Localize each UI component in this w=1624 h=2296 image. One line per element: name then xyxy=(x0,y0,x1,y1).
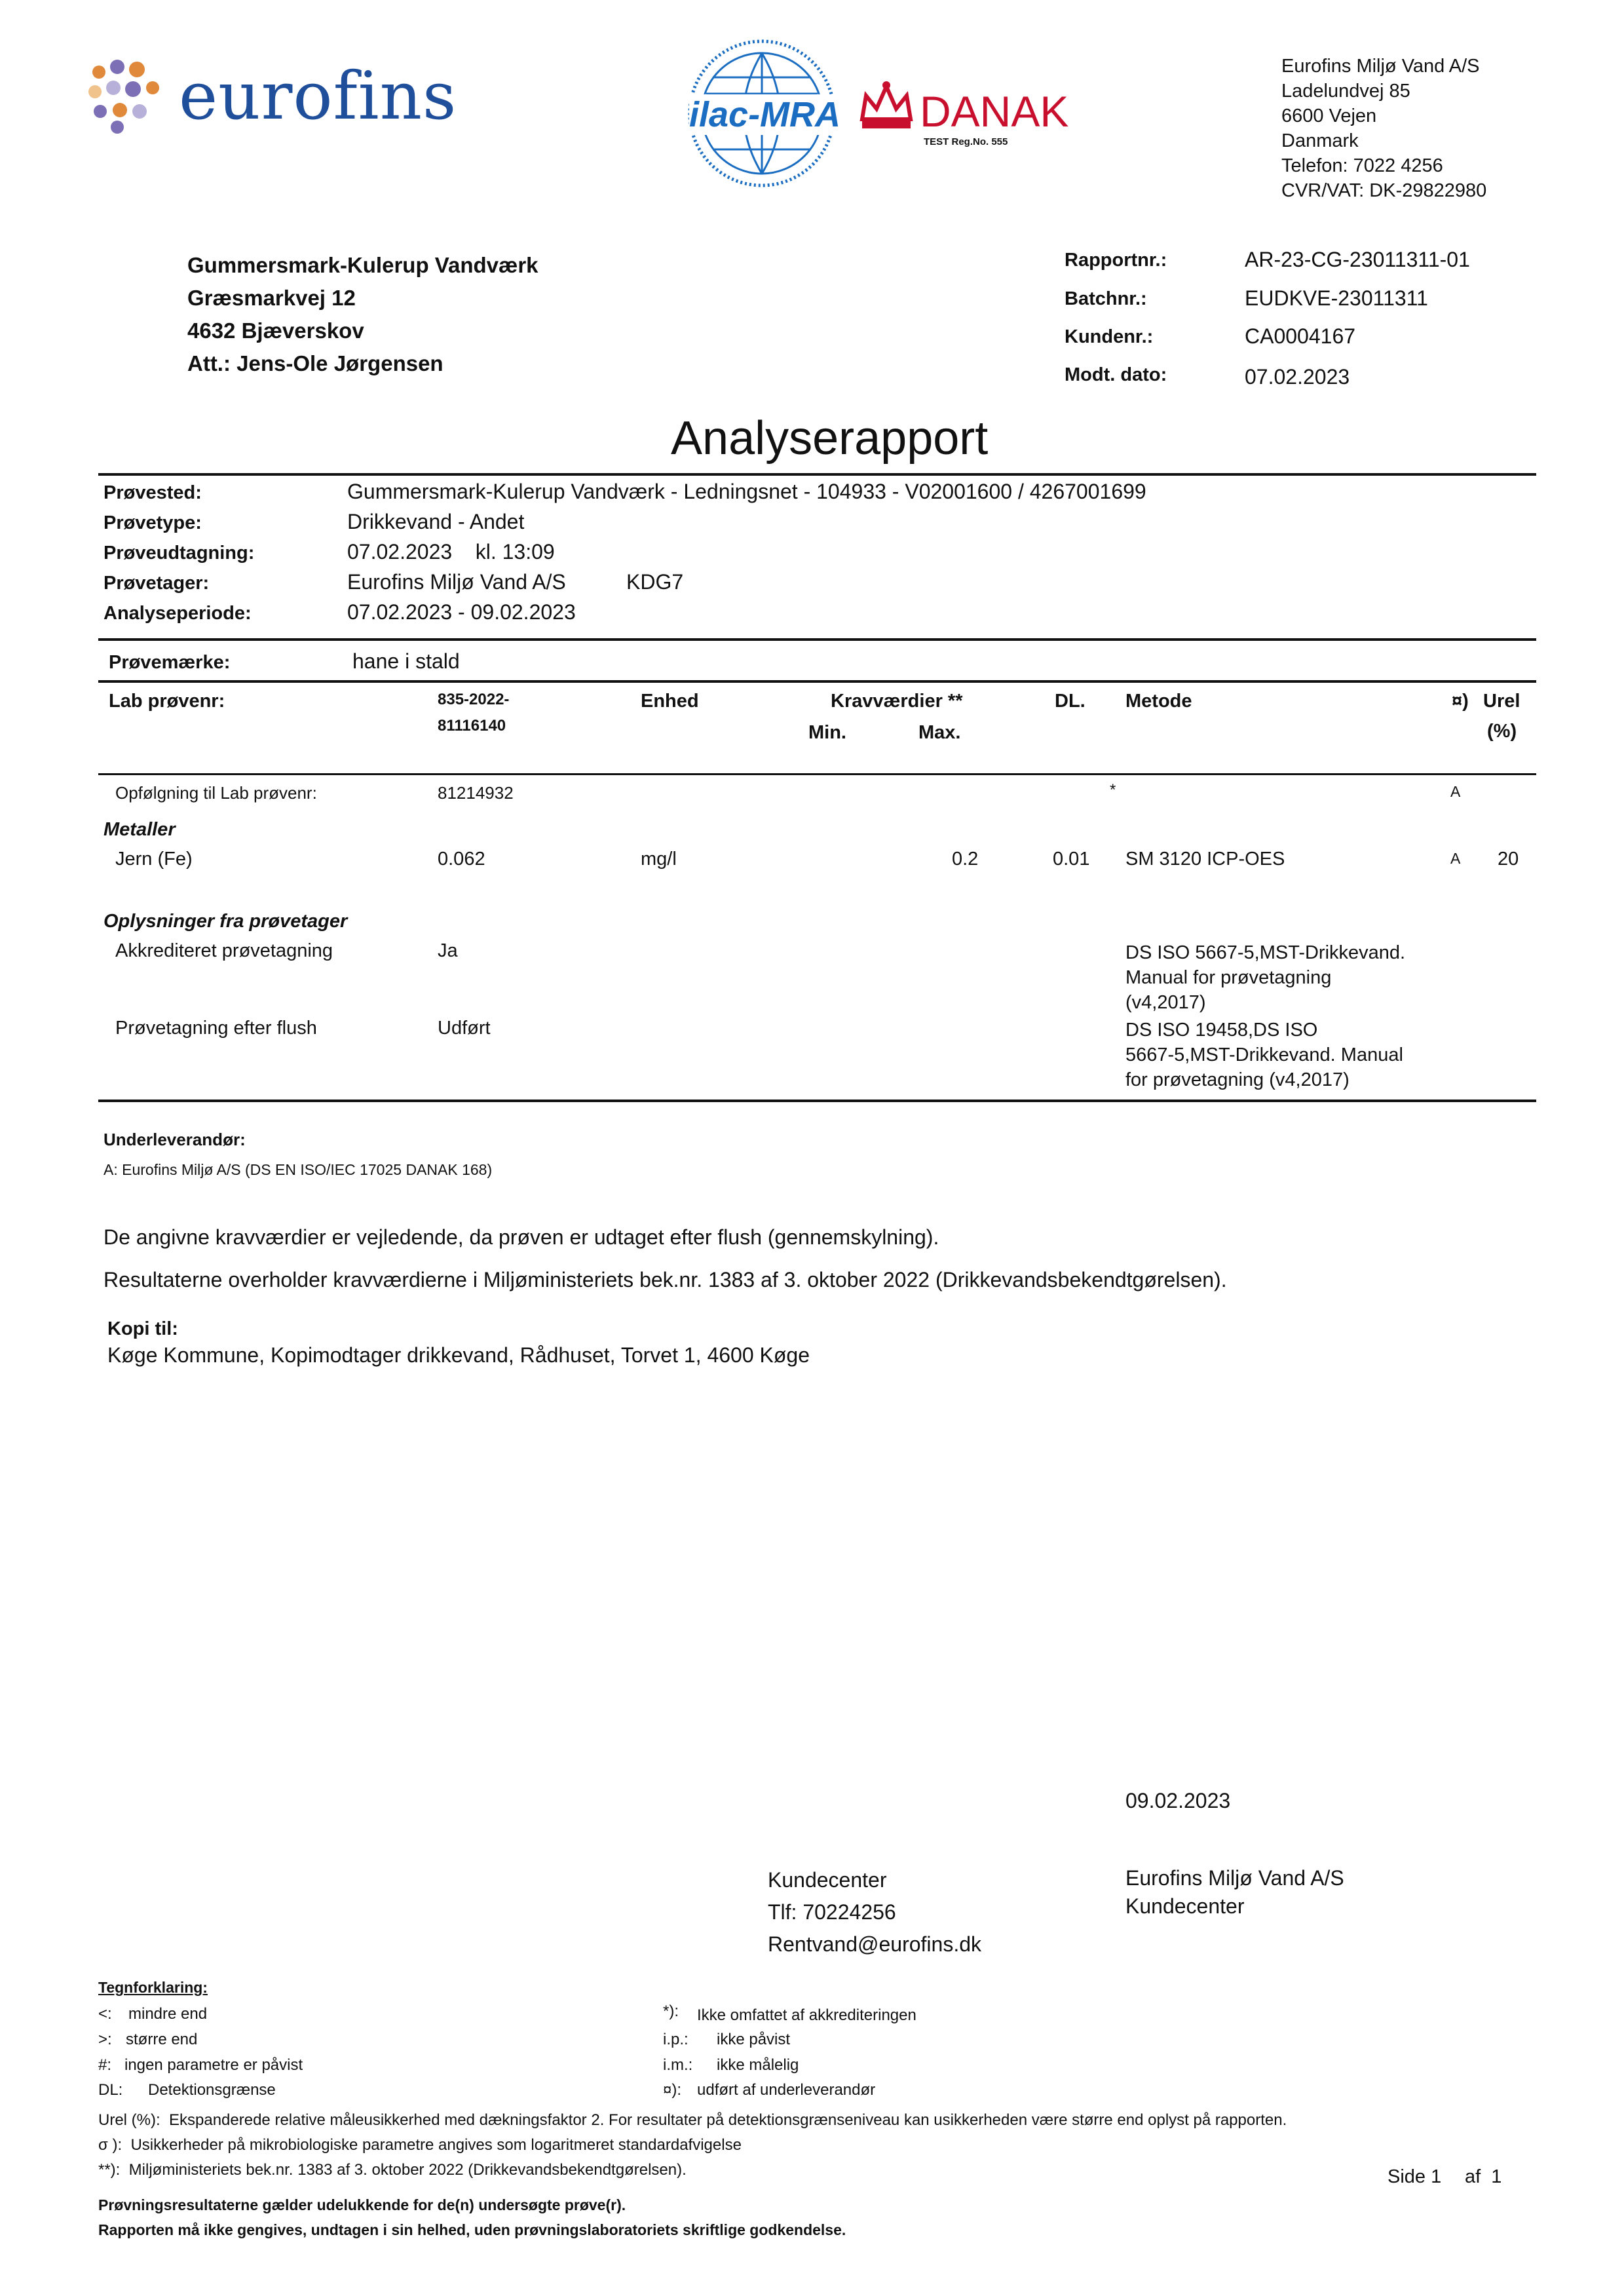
page-number: Side 1 xyxy=(1388,2166,1442,2187)
followup-value: 81214932 xyxy=(438,783,514,803)
sampling-value: 07.02.2023 kl. 13:09 xyxy=(347,540,555,564)
company-line: Eurofins Miljø Vand A/S xyxy=(1125,1866,1344,1890)
remark-line: De angivne kravværdier er vejledende, da prøven er udtaget efter flush (gennemskylning). xyxy=(104,1225,939,1249)
danak-reg-no: TEST Reg.No. 555 xyxy=(924,136,1008,147)
subcontractor-title: Underleverandør: xyxy=(104,1130,246,1149)
section-sampler-info: Oplysninger fra prøvetager xyxy=(104,911,348,932)
legend-note: Urel (%): Ekspanderede relative måleusikkerhed med dækningsfaktor 2. For resultater på detektionsgrænseniveau kan usikkerheden være større end oplyst på rapporten. xyxy=(98,2111,1287,2129)
lab-address-line: Ladelundvej 85 xyxy=(1281,81,1410,102)
col-urel: Urel xyxy=(1483,691,1520,712)
received-date-value: 07.02.2023 xyxy=(1245,365,1350,389)
col-max: Max. xyxy=(918,722,961,743)
analysis-period-label: Analyseperiode: xyxy=(104,603,252,624)
legend-symbol: <: xyxy=(98,2005,112,2023)
lab-address-line: CVR/VAT: DK-29822980 xyxy=(1281,180,1487,201)
col-urel-unit: (%) xyxy=(1487,721,1517,742)
col-method: Metode xyxy=(1125,691,1192,712)
legend-note: σ ): Usikkerheder på mikrobiologiske parametre angives som logaritmeret standardafvigelse xyxy=(98,2136,742,2154)
batch-number-value: EUDKVE-23011311 xyxy=(1245,286,1428,310)
method-line: DS ISO 5667-5,MST-Drikkevand. xyxy=(1125,942,1406,963)
sampler-value: Eurofins Miljø Vand A/S xyxy=(347,570,566,594)
accredited-method xyxy=(1125,940,1405,1015)
legend-text: ingen parametre er påvist xyxy=(124,2056,303,2074)
legend-text: udført af underleverandør xyxy=(697,2081,876,2099)
eurofins-dots-icon xyxy=(87,58,166,136)
sampler-code: KDG7 xyxy=(626,570,684,594)
lab-address-line: Telefon: 7022 4256 xyxy=(1281,155,1443,176)
lab-address-line: Danmark xyxy=(1281,130,1359,151)
col-dl: DL. xyxy=(1055,691,1086,712)
eurofins-logo xyxy=(87,58,467,136)
flush-value: Udført xyxy=(438,1018,491,1039)
legend-symbol: i.p.: xyxy=(663,2031,689,2048)
flush-name: Prøvetagning efter flush xyxy=(115,1018,317,1039)
lab-address-line: Eurofins Miljø Vand A/S xyxy=(1281,56,1480,77)
sampler-label: Prøvetager: xyxy=(104,573,210,594)
legend-text: mindre end xyxy=(128,2005,208,2023)
col-subcontractor: ¤) xyxy=(1452,691,1469,712)
legend-text: Detektionsgrænse xyxy=(148,2081,276,2099)
mark-rule xyxy=(98,680,1536,683)
accredited-value: Ja xyxy=(438,940,458,961)
col-requirements: Kravværdier ** xyxy=(831,691,963,712)
lab-address-line: 6600 Vejen xyxy=(1281,105,1377,126)
report-number-value: AR-23-CG-23011311-01 xyxy=(1245,248,1470,271)
ilac-mra-text: ilac-MRA xyxy=(689,95,841,134)
legend-text: større end xyxy=(126,2031,198,2048)
batch-number-label: Batchnr.: xyxy=(1065,288,1147,309)
lab-number-line2: 81116140 xyxy=(438,717,506,735)
legend-text: Ikke omfattet af akkrediteringen xyxy=(697,2006,916,2024)
method-line: (v4,2017) xyxy=(1125,992,1206,1013)
iron-name: Jern (Fe) xyxy=(115,849,193,870)
remark-line: Resultaterne overholder kravværdierne i Miljøministeriets bek.nr. 1383 af 3. oktober 2022 (Drikkevandsbekendtgørelsen). xyxy=(104,1268,1227,1292)
customer-number-value: CA0004167 xyxy=(1245,324,1356,348)
danak-logo xyxy=(857,80,1080,152)
info-rule xyxy=(98,638,1536,641)
legend-text: ikke målelig xyxy=(717,2056,799,2074)
footer-note: Rapporten må ikke gengives, undtagen i sin helhed, uden prøvningslaboratoriets skriftlige godkendelse. xyxy=(98,2221,846,2238)
iron-urel: 20 xyxy=(1498,849,1519,870)
copy-title: Kopi til: xyxy=(107,1318,178,1339)
sample-site-label: Prøvested: xyxy=(104,482,202,503)
customer-center-line: Kundecenter xyxy=(768,1868,887,1892)
flush-method xyxy=(1125,1018,1403,1092)
legend-text: ikke påvist xyxy=(717,2031,791,2048)
lab-address xyxy=(1281,54,1486,203)
iron-max: 0.2 xyxy=(952,849,979,870)
method-line: Manual for prøvetagning xyxy=(1125,967,1332,988)
followup-star: * xyxy=(1110,781,1116,799)
sample-mark-label: Prøvemærke: xyxy=(109,652,231,673)
iron-dl: 0.01 xyxy=(1053,849,1090,870)
method-line: for prøvetagning (v4,2017) xyxy=(1125,1069,1350,1090)
col-min: Min. xyxy=(808,722,846,743)
subcontractor-text: A: Eurofins Miljø A/S (DS EN ISO/IEC 17025 DANAK 168) xyxy=(104,1161,493,1178)
sample-type-value: Drikkevand - Andet xyxy=(347,510,525,533)
table-bottom-rule xyxy=(98,1100,1536,1102)
signoff-date: 09.02.2023 xyxy=(1125,1789,1231,1812)
title-rule xyxy=(98,473,1536,476)
iron-value: 0.062 xyxy=(438,849,485,870)
iron-subcontractor: A xyxy=(1450,850,1461,867)
analysis-period-value: 07.02.2023 - 09.02.2023 xyxy=(347,600,576,624)
sampling-label: Prøveudtagning: xyxy=(104,543,255,564)
ilac-mra-logo xyxy=(687,38,841,189)
col-lab-sample: Lab prøvenr: xyxy=(109,691,225,712)
eurofins-logo-text: eurofins xyxy=(179,58,457,134)
sample-mark-value: hane i stald xyxy=(352,649,460,673)
report-number-label: Rapportnr.: xyxy=(1065,250,1167,271)
legend-symbol: ¤): xyxy=(663,2081,682,2099)
section-metals: Metaller xyxy=(104,819,176,840)
method-line: DS ISO 19458,DS ISO xyxy=(1125,1020,1318,1041)
followup-subcontractor: A xyxy=(1450,783,1461,800)
legend-symbol: DL: xyxy=(98,2081,123,2099)
crown-icon xyxy=(857,80,916,132)
customer-center-phone: Tlf: 70224256 xyxy=(768,1900,896,1924)
footer-note: Prøvningsresultaterne gælder udelukkende for de(n) undersøgte prøve(r). xyxy=(98,2196,626,2213)
iron-method: SM 3120 ICP-OES xyxy=(1125,849,1285,870)
page-total: af 1 xyxy=(1465,2166,1502,2187)
report-title: Analyserapport xyxy=(671,412,989,465)
legend-note: **): Miljøministeriets bek.nr. 1383 af 3. oktober 2022 (Drikkevandsbekendtgørelsen). xyxy=(98,2161,687,2179)
recipient-line: Græsmarkvej 12 xyxy=(187,286,356,310)
recipient-line: Gummersmark-Kulerup Vandværk xyxy=(187,253,538,277)
danak-text: DANAK xyxy=(920,87,1069,136)
copy-text: Køge Kommune, Kopimodtager drikkevand, Rådhuset, Torvet 1, 4600 Køge xyxy=(107,1343,810,1367)
lab-number-line1: 835-2022- xyxy=(438,691,510,708)
recipient-line: Att.: Jens-Ole Jørgensen xyxy=(187,351,444,375)
recipient-address xyxy=(187,249,538,380)
legend-symbol: i.m.: xyxy=(663,2056,693,2074)
company-line: Kundecenter xyxy=(1125,1894,1245,1918)
legend-symbol: *): xyxy=(663,2002,679,2020)
received-date-label: Modt. dato: xyxy=(1065,364,1167,385)
legend-symbol: >: xyxy=(98,2031,112,2048)
accredited-name: Akkrediteret prøvetagning xyxy=(115,940,333,961)
customer-number-label: Kundenr.: xyxy=(1065,326,1154,347)
followup-label: Opfølgning til Lab prøvenr: xyxy=(115,783,317,803)
customer-center xyxy=(768,1864,981,1961)
method-line: 5667-5,MST-Drikkevand. Manual xyxy=(1125,1044,1403,1065)
legend-title: Tegnforklaring: xyxy=(98,1979,208,1996)
sample-site-value: Gummersmark-Kulerup Vandværk - Ledningsnet - 104933 - V02001600 / 4267001699 xyxy=(347,480,1146,503)
table-header-rule xyxy=(98,773,1536,775)
iron-unit: mg/l xyxy=(641,849,677,870)
signoff-company xyxy=(1125,1864,1344,1921)
customer-center-email[interactable]: Rentvand@eurofins.dk xyxy=(768,1932,981,1956)
col-unit: Enhed xyxy=(641,691,699,712)
recipient-line: 4632 Bjæverskov xyxy=(187,318,364,343)
legend-symbol: #: xyxy=(98,2056,112,2074)
sample-type-label: Prøvetype: xyxy=(104,512,202,533)
